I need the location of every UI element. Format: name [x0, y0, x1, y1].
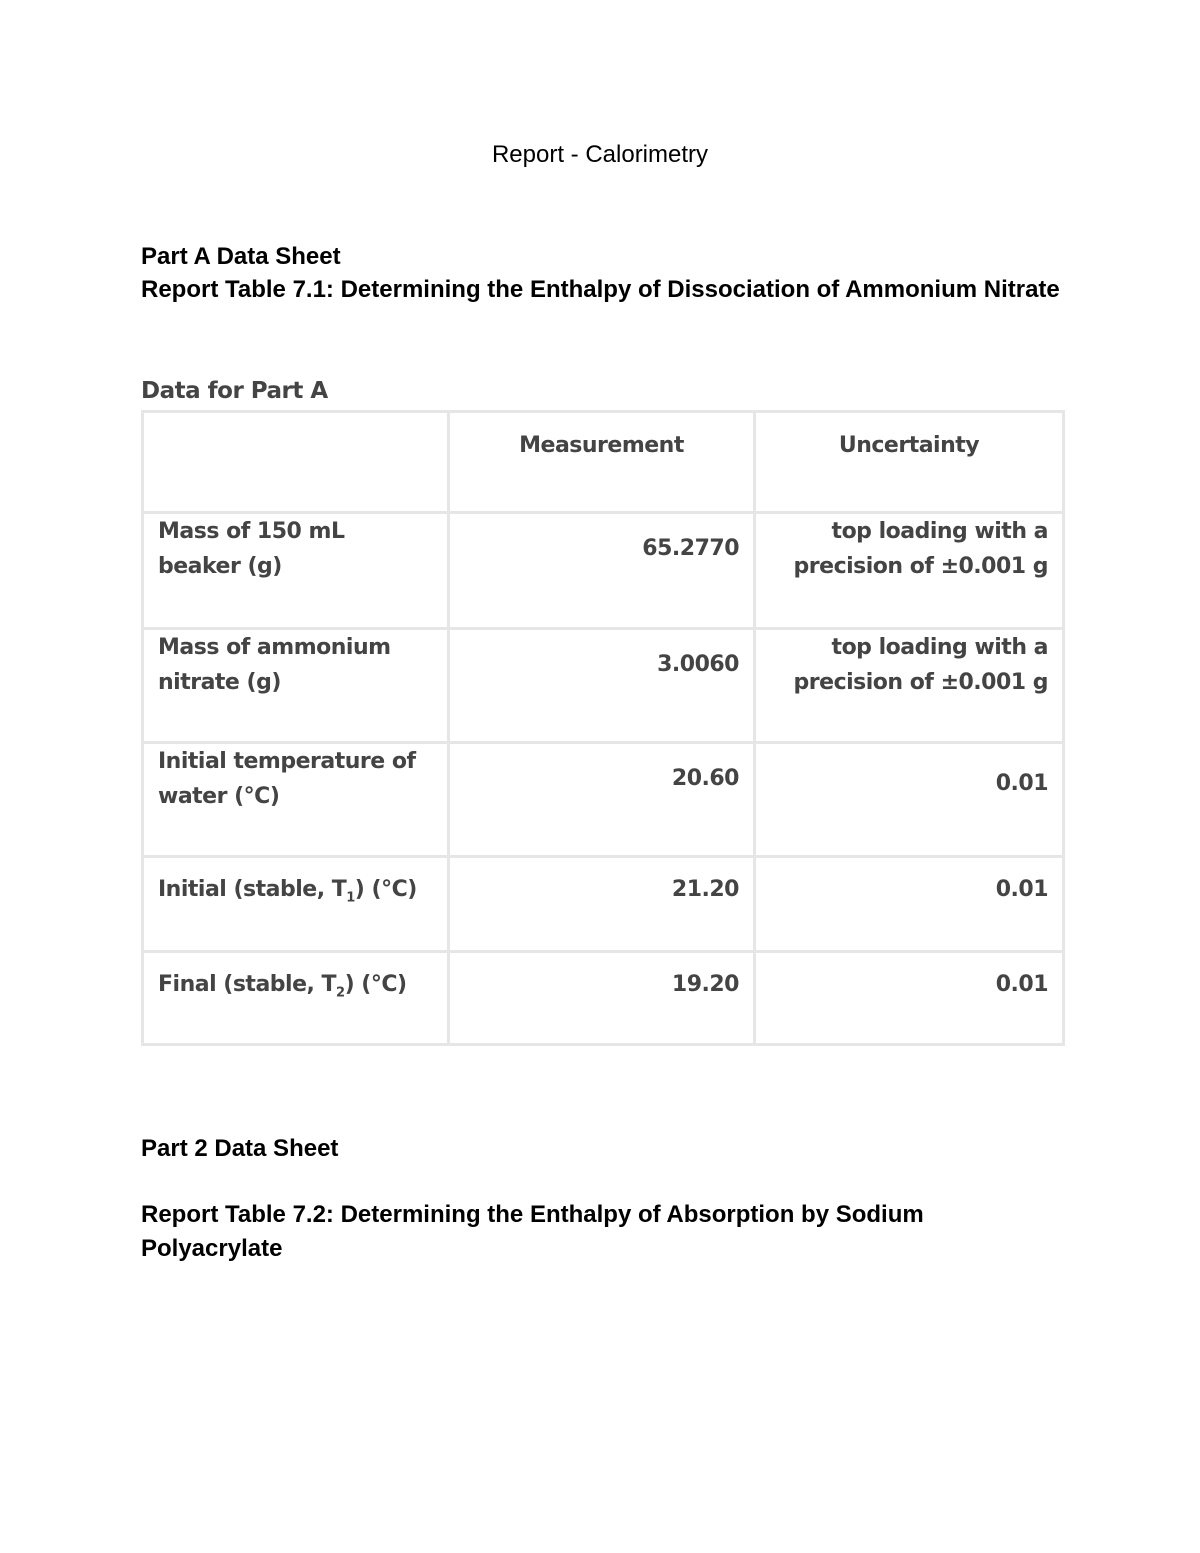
table1-title: Report Table 7.1: Determining the Enthalpy of Dissociation of Ammonium Nitrate: [141, 276, 1060, 303]
page-title: Report - Calorimetry: [491, 141, 709, 168]
row-measurement: 65.2770: [449, 513, 755, 629]
table2-title: Report Table 7.2: Determining the Enthalpy of Absorption by Sodium Polyacrylate: [141, 1201, 924, 1262]
row-label-main: Final (stable, T: [158, 972, 337, 997]
row-label-end: ) (°C): [354, 877, 417, 902]
header-uncertainty: Uncertainty: [755, 412, 1064, 513]
part-a-heading: Part A Data Sheet: [141, 243, 341, 270]
row-uncertainty: 0.01: [755, 857, 1064, 952]
row-label-end: ) (°C): [344, 972, 407, 997]
data-for-part-a-label: Data for Part A: [141, 378, 328, 404]
row-measurement: 20.60: [449, 743, 755, 857]
row-uncertainty: 0.01: [755, 952, 1064, 1045]
table-row: [143, 952, 1064, 1045]
row-label: Mass of ammonium nitrate (g): [143, 629, 449, 743]
header-empty: [143, 412, 449, 513]
table-row: [143, 513, 1064, 629]
row-measurement: 3.0060: [449, 629, 755, 743]
row-label: Initial temperature of water (°C): [143, 743, 449, 857]
row-label-sub: 2: [336, 985, 345, 1001]
row-uncertainty: top loading with a precision of ±0.001 g: [755, 513, 1064, 629]
data-table: [141, 410, 1065, 1046]
row-measurement: 19.20: [449, 952, 755, 1045]
row-label: [143, 857, 449, 952]
row-uncertainty: 0.01: [755, 743, 1064, 857]
row-measurement: 21.20: [449, 857, 755, 952]
row-label: [143, 952, 449, 1045]
table-row: [143, 743, 1064, 857]
table-row: [143, 857, 1064, 952]
part-2-heading: Part 2 Data Sheet: [141, 1135, 339, 1162]
table-row: [143, 629, 1064, 743]
row-uncertainty: top loading with a precision of ±0.001 g: [755, 629, 1064, 743]
row-label: Mass of 150 mL beaker (g): [143, 513, 449, 629]
header-measurement: Measurement: [449, 412, 755, 513]
row-label-sub: 1: [346, 890, 355, 906]
row-label-main: Initial (stable, T: [158, 877, 347, 902]
